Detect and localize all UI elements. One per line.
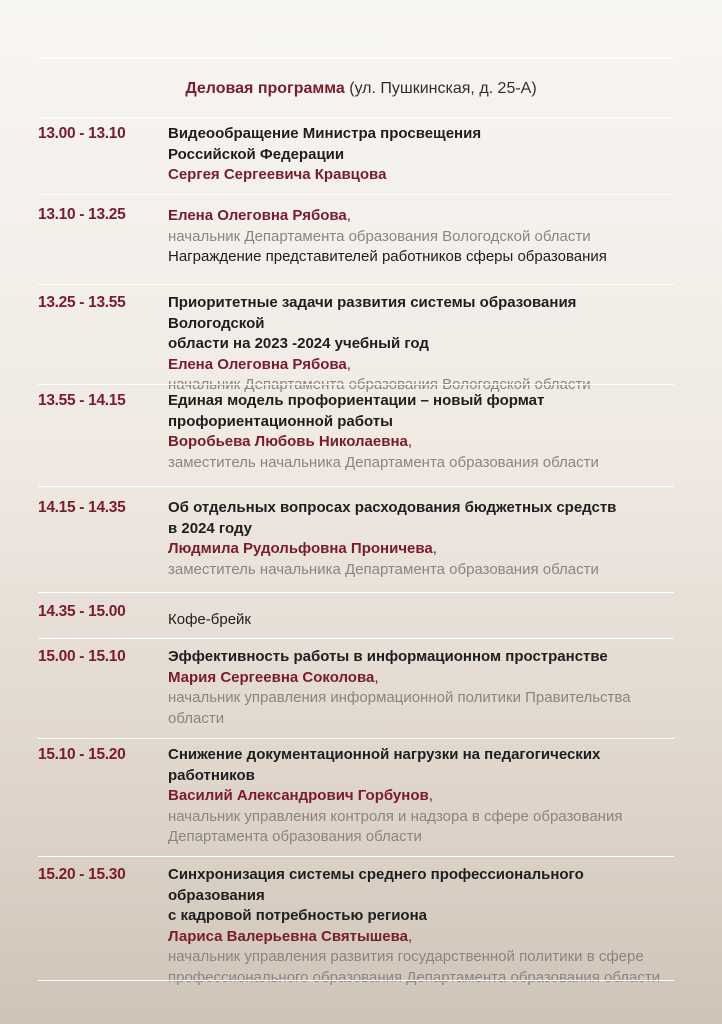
- speaker-position: заместитель начальника Департамента образования области: [168, 453, 599, 471]
- item-title-line: Единая модель профориентации – новый формат: [168, 392, 545, 409]
- speaker-name: Лариса Валерьевна Святышева: [168, 927, 408, 945]
- speaker-position: начальник управления развития государственной политики в сфере: [168, 948, 644, 965]
- item-time: 13.00 - 13.10: [38, 125, 126, 142]
- item-time: 13.25 - 13.55: [38, 294, 126, 311]
- speaker-name: Елена Олеговна Рябова: [168, 207, 347, 224]
- item-title-line: Об отдельных вопросах расходования бюджетных средств: [168, 499, 617, 516]
- item-time: 15.00 - 15.10: [38, 648, 126, 665]
- item-time: 15.20 - 15.30: [38, 866, 126, 883]
- divider: [38, 117, 674, 118]
- program-title: Деловая программа: [185, 80, 345, 97]
- item-title-line: в 2024 году: [168, 519, 252, 537]
- speaker-position: области: [168, 709, 225, 727]
- divider-top: [38, 58, 674, 59]
- item-body: Синхронизация системы среднего профессионального образования с кадровой потребностью региона Лариса Валерьевна Святышева, начальник управления развития государственной политики в сфере профессионального образования Департамента образования области: [168, 865, 674, 988]
- divider: [38, 284, 674, 285]
- item-title-line: Видеообращение Министра просвещения: [168, 125, 482, 142]
- item-title-line: Синхронизация системы среднего профессионального образования: [168, 866, 584, 904]
- speaker-name: Воробьева Любовь Николаевна: [168, 433, 408, 450]
- item-note: Награждение представителей работников сферы образования: [168, 248, 607, 265]
- speaker-name: Людмила Рудольфовна Проничева: [168, 540, 433, 557]
- item-title-line: работников: [168, 766, 255, 784]
- divider: [38, 738, 674, 739]
- program-address: (ул. Пушкинская, д. 25-А): [349, 80, 537, 97]
- speaker-name: Василий Александрович Горбунов: [168, 787, 429, 804]
- speaker-name: Елена Олеговна Рябова: [168, 355, 347, 373]
- item-title-line: области на 2023 -2024 учебный год: [168, 335, 429, 352]
- item-body: Снижение документационной нагрузки на педагогических работников Василий Александрович Горбунов, начальник управления контроля и надзора в сфере образования Департамента образования области: [168, 745, 674, 848]
- item-note: Кофе-брейк: [168, 611, 251, 628]
- speaker-position: начальник Департамента образования Вологодской области: [168, 227, 591, 245]
- item-title-line: Российской Федерации: [168, 145, 345, 163]
- speaker-position: заместитель начальника Департамента образования области: [168, 560, 599, 578]
- item-body: [168, 124, 674, 186]
- speaker-name: Мария Сергеевна Соколова: [168, 668, 375, 686]
- item-time: 14.35 - 15.00: [38, 603, 126, 620]
- item-body: [168, 610, 674, 631]
- speaker-position: Департамента образования области: [168, 828, 422, 845]
- divider: [38, 486, 674, 487]
- item-body: Эффективность работы в информационном пространстве Мария Сергеевна Соколова, начальник управления информационной политики Правительства области: [168, 647, 674, 729]
- speaker-position: начальник управления информационной политики Правительства: [168, 689, 631, 706]
- divider: [38, 856, 674, 857]
- speaker-name: Сергея Сергеевича Кравцова: [168, 166, 387, 183]
- divider-bottom: [38, 980, 674, 981]
- divider: [38, 194, 674, 195]
- item-title-line: Снижение документационной нагрузки на педагогических: [168, 746, 601, 763]
- program-header: [0, 80, 722, 98]
- item-time: 13.10 - 13.25: [38, 206, 126, 223]
- item-time: 15.10 - 15.20: [38, 746, 126, 763]
- item-body: Елена Олеговна Рябова, начальник Департамента образования Вологодской области Награждение представителей работников сферы образования: [168, 206, 674, 268]
- item-body: Приоритетные задачи развития системы образования Вологодской области на 2023 -2024 учебный год Елена Олеговна Рябова, начальник Департамента образования Вологодской области: [168, 293, 674, 396]
- divider: [38, 384, 674, 385]
- divider: [38, 592, 674, 593]
- item-title-line: Эффективность работы в информационном пространстве: [168, 648, 608, 665]
- speaker-position: профессионального образования Департамента образования области: [168, 968, 661, 986]
- item-time: 13.55 - 14.15: [38, 392, 126, 409]
- speaker-position: начальник Департамента образования Вологодской области: [168, 376, 591, 393]
- item-title-line: Приоритетные задачи развития системы образования Вологодской: [168, 294, 577, 332]
- item-title-line: профориентационной работы: [168, 412, 393, 430]
- item-body: Единая модель профориентации – новый формат профориентационной работы Воробьева Любовь Николаевна, заместитель начальника Департамента образования области: [168, 391, 674, 473]
- item-body: Об отдельных вопросах расходования бюджетных средств в 2024 году Людмила Рудольфовна Проничева, заместитель начальника Департамента образования области: [168, 498, 674, 580]
- item-time: 14.15 - 14.35: [38, 499, 126, 516]
- speaker-position: начальник управления контроля и надзора в сфере образования: [168, 807, 623, 825]
- item-title-line: с кадровой потребностью региона: [168, 907, 427, 924]
- divider: [38, 638, 674, 639]
